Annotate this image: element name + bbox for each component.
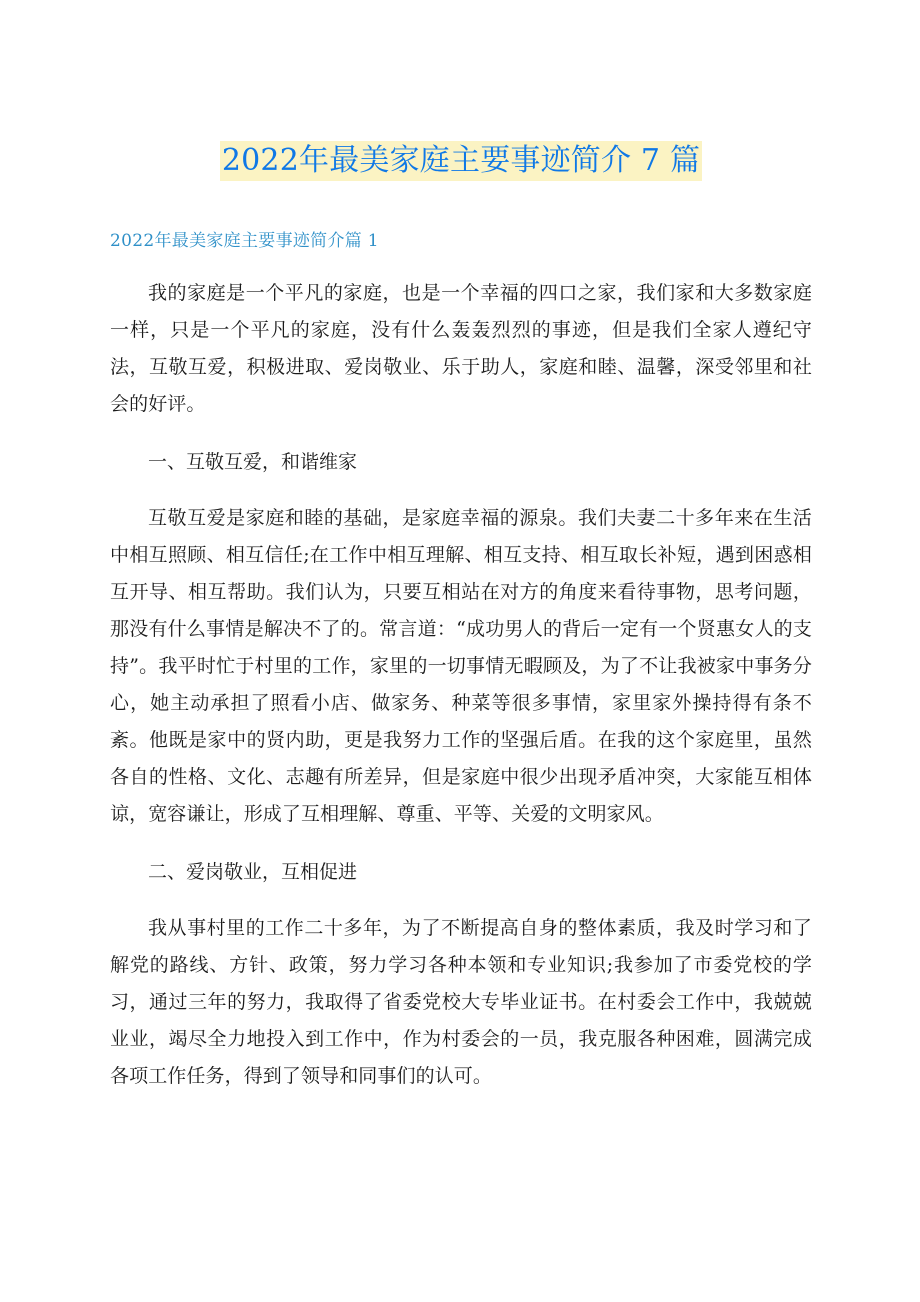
section-heading-two: 二、爱岗敬业，互相促进 [148,861,358,883]
paragraph-section-two-body: 我从事村里的工作二十多年，为了不断提高自身的整体素质，我及时学习和了解党的路线、方针、政策，努力学习各种本领和专业知识;我参加了市委党校的学习，通过三年的努力，我取得了省委党校大专毕业证书。在村委会工作中，我兢兢业业，竭尽全力地投入到工作中，作为村委会的一员，我克服各种困难，圆满完成各项工作任务，得到了领导和同事们的认可。 [110,917,812,1087]
paragraph-intro: 我的家庭是一个平凡的家庭，也是一个幸福的四口之家，我们家和大多数家庭一样，只是一个平凡的家庭，没有什么轰轰烈烈的事迹，但是我们全家人遵纪守法，互敬互爱，积极进取、爱岗敬业、乐于助人，家庭和睦、温馨，深受邻里和社会的好评。 [110,282,812,415]
section-heading-one: 一、互敬互爱，和谐维家 [148,451,358,473]
article-label: 2022年最美家庭主要事迹简介篇 1 [110,231,379,251]
page-title-highlight: 2022年最美家庭主要事迹简介 7 篇 [220,141,702,181]
page-title [110,0,812,185]
document-content [110,0,812,1095]
paragraph-section-one-body: 互敬互爱是家庭和睦的基础，是家庭幸福的源泉。我们夫妻二十多年来在生活中相互照顾、相互信任;在工作中相互理解、相互支持、相互取长补短，遇到困惑相互开导、相互帮助。我们认为，只要互相站在对方的角度来看待事物，思考问题，那没有什么事情是解决不了的。常言道：“成功男人的背后一定有一个贤惠女人的支持”。我平时忙于村里的工作，家里的一切事情无暇顾及，为了不让我被家中事务分心，她主动承担了照看小店、做家务、种菜等很多事情，家里家外操持得有条不紊。他既是家中的贤内助，更是我努力工作的坚强后盾。在我的这个家庭里，虽然各自的性格、文化、志趣有所差异，但是家庭中很少出现矛盾冲突，大家能互相体谅，宽容谦让，形成了互相理解、尊重、平等、关爱的文明家风。 [110,507,812,825]
